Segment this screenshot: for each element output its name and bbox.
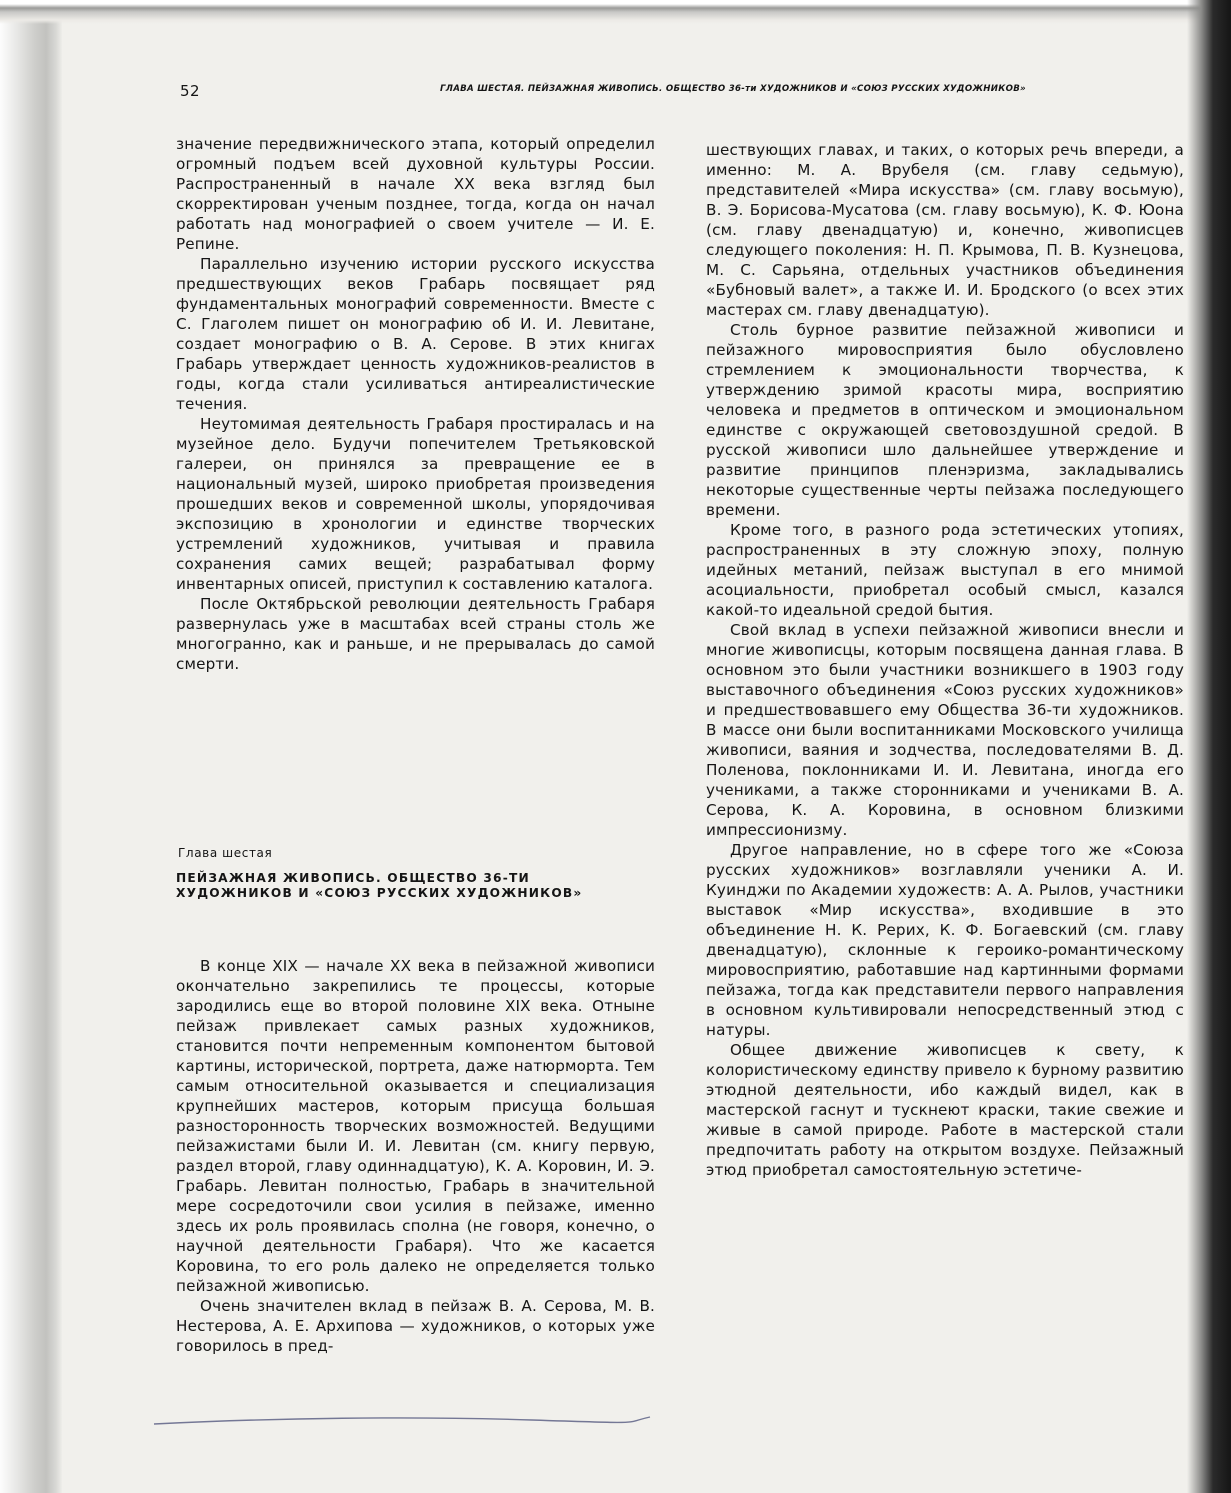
paragraph: значение передвижнического этапа, который определил огромный подъем всей духовной культуры России. Распространенный в начале XX века взгляд был скорректирован ученым позднее, тогда, когда он начал работать над монографией о своем учителе — И. Е. Репине. [176,135,655,253]
paragraph: Общее движение живописцев к свету, к колористическому единству привело к бурному развитию этюдной деятельности, ибо каждый видел, как в мастерской гаснут и тускнеют краски, такие свежие и живые в самой природе. Работе в мастерской стали предпочитать работу на открытом воздухе. Пейзажный этюд приобретал самостоятельную эстетиче- [706,1041,1184,1179]
left-column-upper [176,134,655,674]
paragraph: Кроме того, в разного рода эстетических утопиях, распространенных в эту сложную эпоху, полную идейных метаний, пейзаж выступал в его мнимой асоциальности, приобретал особый смысл, казался какой-то идеальной средой бытия. [706,521,1184,619]
right-column [706,140,1184,1180]
chapter-label: Глава шестая [178,846,273,860]
paragraph: Параллельно изучению истории русского искусства предшествующих веков Грабарь посвящает ряд фундаментальных монографий современности. Вместе с С. Глаголем пишет он монографию об И. И. Левитане, создает монографию о В. А. Серове. В этих книгах Грабарь утверждает ценность художников-реалистов в годы, когда стали усиливаться антиреалистические течения. [176,255,655,413]
page-number: 52 [180,82,201,100]
paragraph: В конце XIX — начале XX века в пейзажной живописи окончательно закрепились те процессы, которые зародились еще во второй половине XIX века. Отныне пейзаж привлекает самых разных художников, становится почти непременным компонентом бытовой картины, исторической, портрета, даже натюрморта. Тем самым относительной оказывается и специализация крупнейших мастеров, которым присуща большая разносторонность творческих возможностей. Ведущими пейзажистами были И. И. Левитан (см. книгу первую, раздел второй, главу одиннадцатую), К. А. Коровин, И. Э. Грабарь. Левитан полностью, Грабарь в значительной мере сосредоточили свои усилия в пейзаже, именно здесь их роль проявилась сполна (не говоря, конечно, о научной деятельности Грабаря). Что же касается Коровина, то его роль далеко не определяется только пейзажной живописью. [176,957,655,1295]
left-column-lower [176,956,655,1356]
paragraph: Неутомимая деятельность Грабаря простиралась и на музейное дело. Будучи попечителем Третьяковской галереи, он принялся за превращение ее в национальный музей, широко приобретая произведения прошедших веков и современной школы, упорядочивая экспозицию в хронологии и единстве творческих устремлений художников, учитывая и правила сохранения самих вещей; разрабатывал форму инвентарных описей, приступил к составлению каталога. [176,415,655,593]
scan-top-edge [0,0,1231,24]
paragraph: Другое направление, но в сфере того же «Союза русских художников» возглавляли ученики А. И. Куинджи по Академии художеств: А. А. Рылов, участники выставок «Мир искусства», входившие в это объединение Н. К. Рерих, К. Ф. Богаевский (см. главу двенадцатую), склонные к героико-романтическому мировосприятию, работавшие над картинными формами пейзажа, тогда как представители первого направления в основном культивировали непосредственный этюд с натуры. [706,841,1184,1039]
paragraph: Свой вклад в успехи пейзажной живописи внесли и многие живописцы, которым посвящена данная глава. В основном это были участники возникшего в 1903 году выставочного объединения «Союз русских художников» и предшествовавшего ему Общества 36-ти художников. В массе они были воспитанниками Московского училища живописи, ваяния и зодчества, последователями В. Д. Поленова, поклонниками И. И. Левитана, иногда его учениками, а также сторонниками и учениками В. А. Серова, К. А. Коровина, в основном близкими импрессионизму. [706,621,1184,839]
scan-binding-shadow [0,0,62,1493]
running-head: ГЛАВА ШЕСТАЯ. ПЕЙЗАЖНАЯ ЖИВОПИСЬ. ОБЩЕСТВО 36-ти ХУДОЖНИКОВ И «СОЮЗ РУССКИХ ХУДОЖНИКОВ» [440,84,1026,94]
pen-underline-mark [152,1414,652,1428]
paragraph: шествующих главах, и таких, о которых речь впереди, а именно: М. А. Врубеля (см. главу седьмую), представителей «Мира искусства» (см. главу восьмую), В. Э. Борисова-Мусатова (см. главу восьмую), К. Ф. Юона (см. главу двенадцатую) и, конечно, живописцев следующего поколения: Н. П. Крымова, П. В. Кузнецова, М. С. Сарьяна, отдельных участников объединения «Бубновый валет», а также И. И. Бродского (о всех этих мастерах см. главу двенадцатую). [706,141,1184,319]
paragraph: После Октябрьской революции деятельность Грабаря развернулась уже в масштабах всей страны столь же многогранно, как и раньше, и не прерывалась до самой смерти. [176,595,655,673]
paragraph: Очень значителен вклад в пейзаж В. А. Серова, М. В. Нестерова, А. Е. Архипова — художников, о которых уже говорилось в пред- [176,1297,655,1355]
paragraph: Столь бурное развитие пейзажной живописи и пейзажного мировосприятия было обусловлено стремлением к эмоциональности творчества, к утверждению зримой красоты мира, восприятию человека и предметов в оптическом и эмоциональном единстве с окружающей световоздушной средой. В русской живописи шло дальнейшее утверждение и развитие принципов пленэризма, закладывались некоторые существенные черты пейзажа последующего времени. [706,321,1184,519]
chapter-title: ПЕЙЗАЖНАЯ ЖИВОПИСЬ. ОБЩЕСТВО 36-ТИ ХУДОЖНИКОВ И «СОЮЗ РУССКИХ ХУДОЖНИКОВ» [176,871,583,900]
scan-right-edge [1187,0,1231,1493]
